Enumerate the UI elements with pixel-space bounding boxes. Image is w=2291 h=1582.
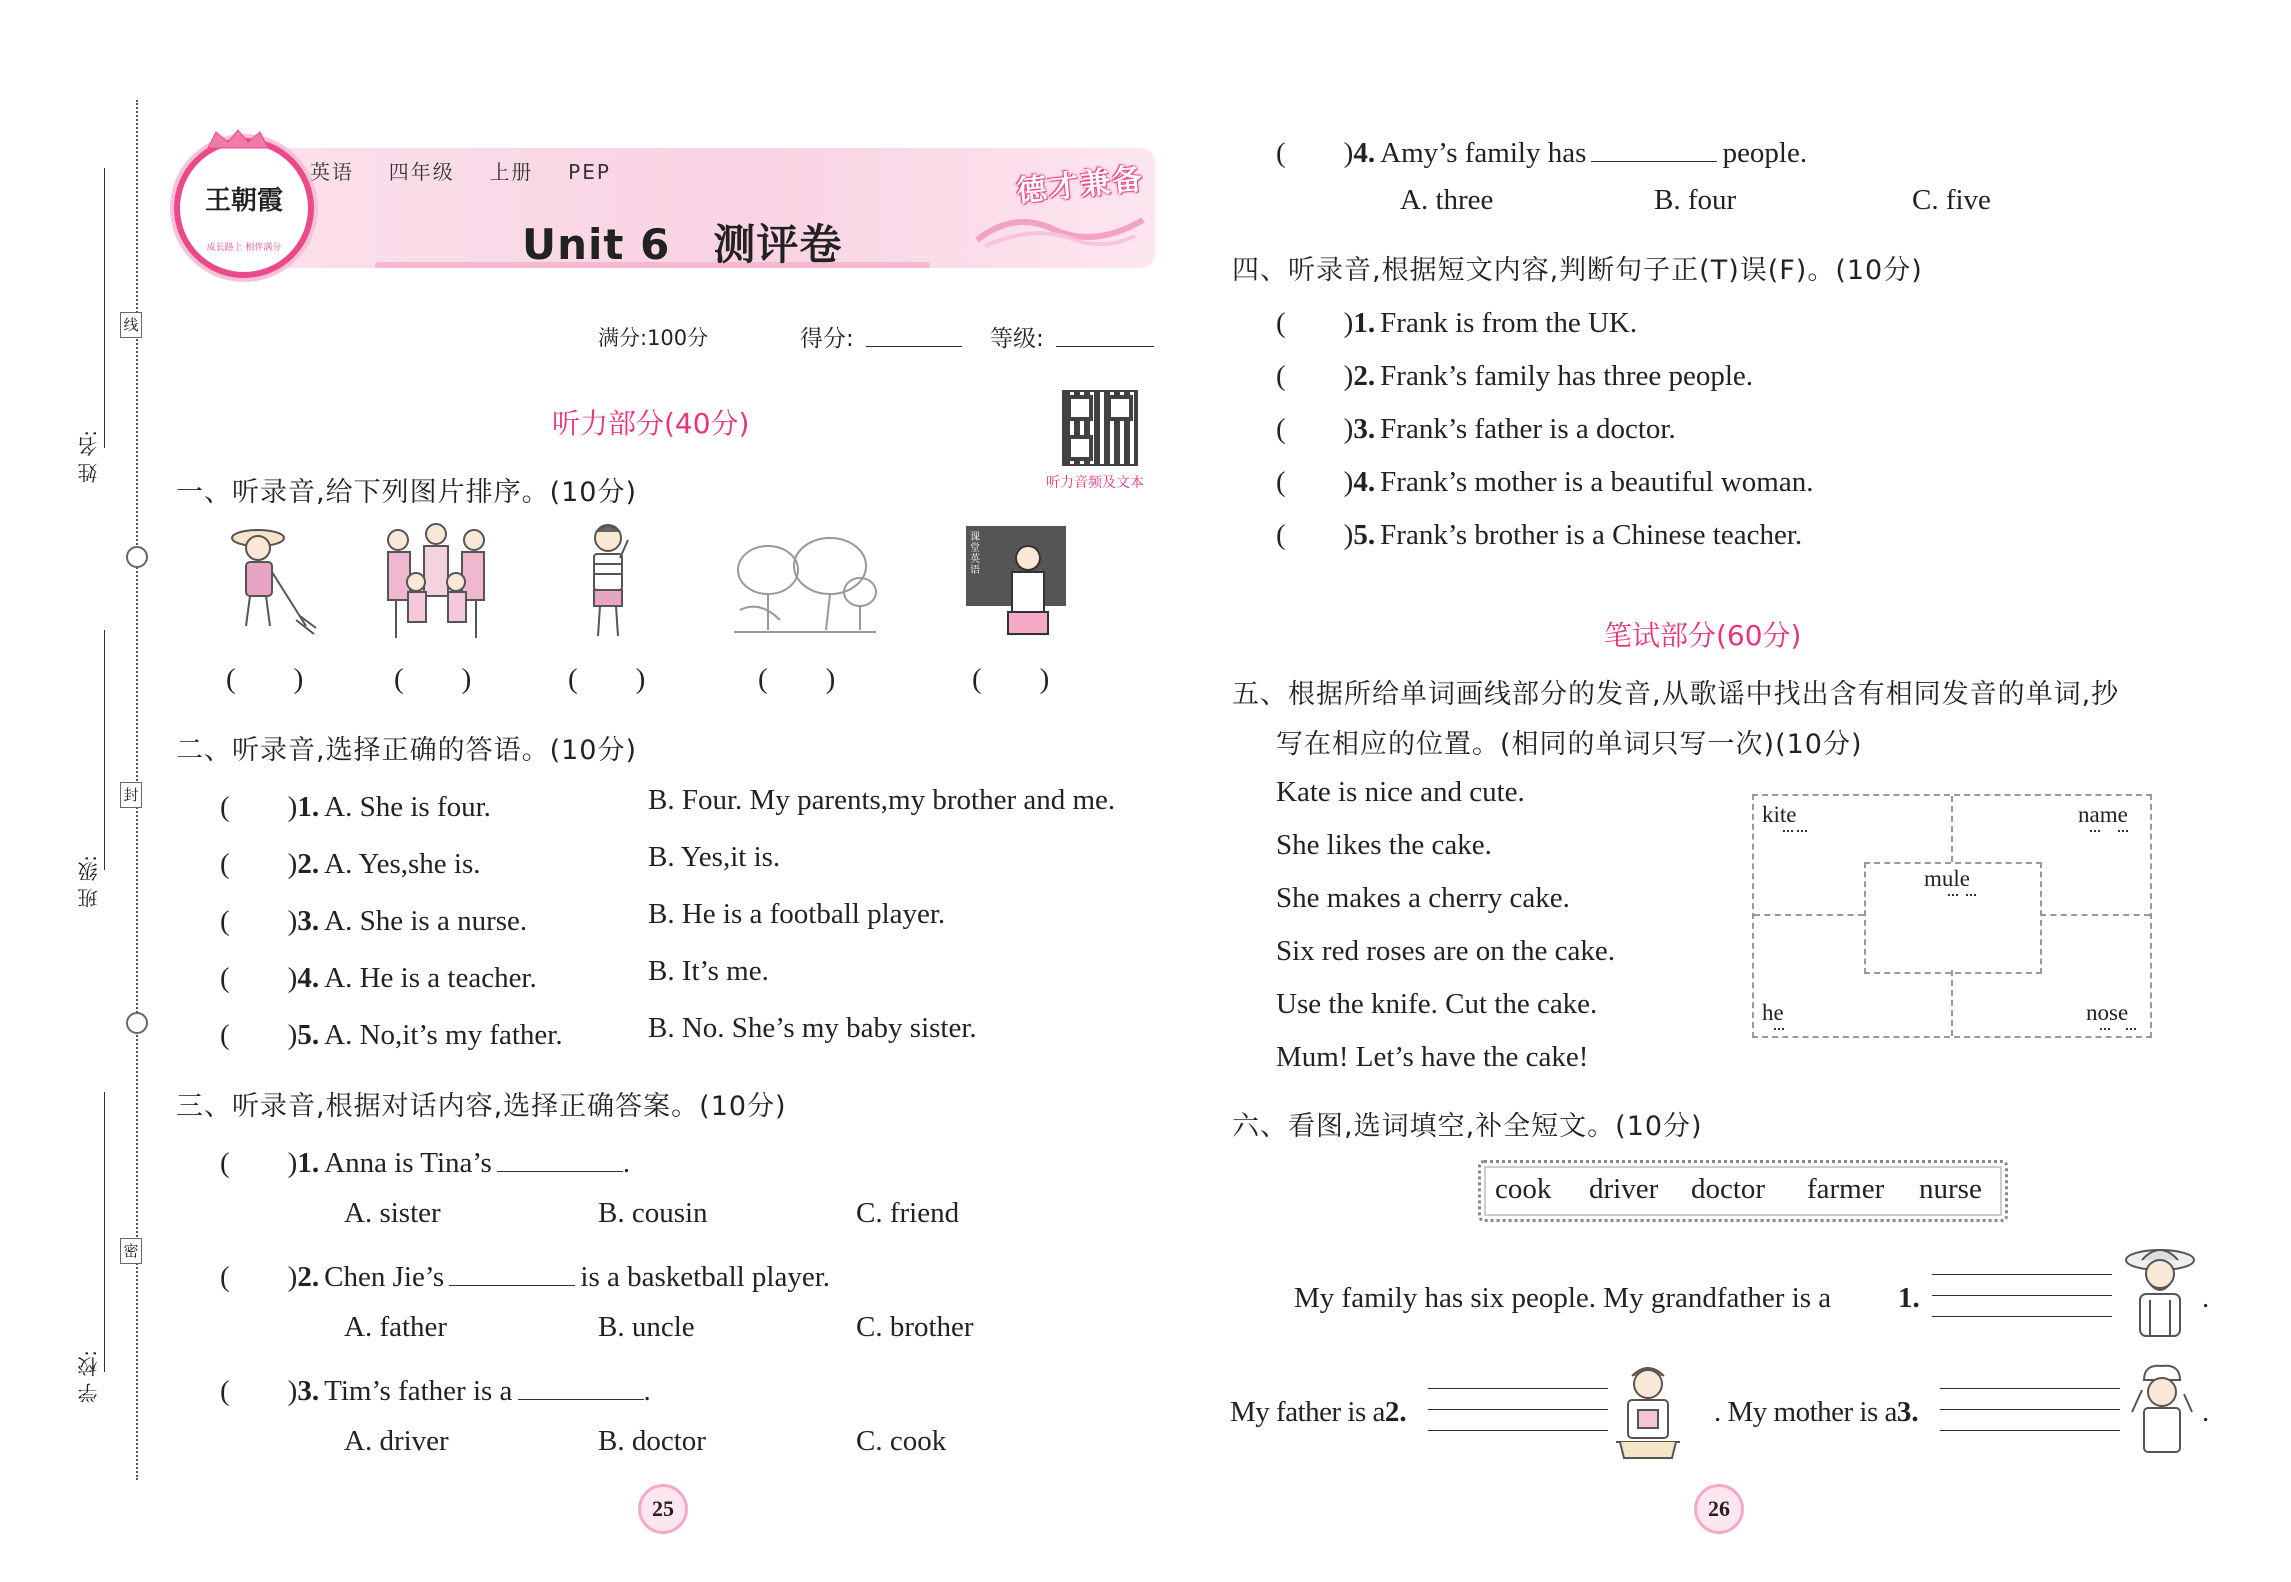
sec3-item-1-option-b: B. cousin: [598, 1197, 708, 1229]
listening-title: 听力部分(40分): [552, 407, 750, 440]
grid-word-nose: nose: [2086, 1000, 2129, 1025]
item-number: 5.: [297, 1019, 320, 1051]
brand-logo-text: 王朝霞: [204, 186, 283, 216]
picture-answer-5[interactable]: ( ): [972, 663, 1050, 695]
answer-paren[interactable]: ( ): [220, 962, 298, 994]
grid-word-mule: mule: [1924, 866, 1970, 891]
answer-paren[interactable]: ( ): [220, 1261, 298, 1293]
grid-word-he: he: [1762, 1000, 1784, 1025]
sec3-item-4-option-c: C. five: [1912, 184, 1991, 216]
section6-title: 六、看图,选词填空,补全短文。(10分): [1232, 1111, 1703, 1142]
score-label: 得分:: [800, 326, 854, 352]
item-number: 3.: [297, 1375, 320, 1407]
answer-paren[interactable]: ( ): [220, 791, 298, 823]
grid-vline-bottom: [1951, 970, 1953, 1036]
passage-line-2: [1230, 1396, 1407, 1429]
answer-paren[interactable]: ( ): [1276, 360, 1354, 392]
picture-answer-4[interactable]: ( ): [758, 663, 836, 695]
page-number-left: 25: [652, 1496, 674, 1521]
grade-input[interactable]: [1056, 346, 1154, 347]
section5-title-line1: 五、根据所给单词画线部分的发音,从歌谣中找出含有相同发音的单词,抄: [1232, 679, 2120, 710]
name-label: 姓 名:: [77, 430, 101, 484]
answer-blank[interactable]: [1591, 137, 1717, 162]
item-number: 3.: [1353, 413, 1376, 445]
question-end: people.: [1722, 137, 1808, 169]
sec4-item-1: [1276, 300, 1637, 341]
answer-lines-1[interactable]: [1932, 1254, 2112, 1317]
passage-line-1: My family has six people. My grandfather is a: [1294, 1282, 1832, 1314]
question-end: .: [622, 1147, 631, 1179]
item-number: 3.: [297, 905, 320, 937]
page-number-badge: [638, 1484, 688, 1534]
sec3-item-3: [220, 1368, 651, 1409]
sec2-item-5-option-b: B. No. She’s my baby sister.: [648, 1012, 977, 1044]
grid-hline-left: [1754, 914, 1864, 916]
blank-number-2: 2.: [1384, 1396, 1407, 1428]
question-end: is a basketball player.: [580, 1261, 831, 1293]
sec4-item-5: [1276, 512, 1802, 553]
score-input[interactable]: [866, 346, 962, 347]
answer-paren[interactable]: ( ): [220, 848, 298, 880]
binding-solid-line-1: [104, 168, 105, 448]
farmer-picture-icon: [222, 522, 318, 640]
underline-mark: [2100, 1028, 2110, 1030]
dense-char-box: 密: [120, 1238, 142, 1264]
item-number: 2.: [1353, 360, 1376, 392]
sec2-item-2: [220, 841, 481, 882]
sec2-item-2-option-b: B. Yes,it is.: [648, 841, 781, 873]
subject-row: [310, 156, 611, 185]
sec4-item-4: [1276, 459, 1813, 500]
grade-rank-label: 等级:: [990, 326, 1044, 352]
sec2-item-3: [220, 898, 527, 939]
class-label: 班 级:: [77, 855, 101, 909]
section4-title: 四、听录音,根据短文内容,判断句子正(T)误(F)。(10分): [1232, 255, 1923, 286]
answer-lines-3[interactable]: [1940, 1368, 2120, 1431]
answer-paren[interactable]: ( ): [1276, 307, 1354, 339]
word-bank-doctor: doctor: [1691, 1173, 1766, 1205]
sec2-item-5: [220, 1012, 563, 1053]
word-bank-driver: driver: [1589, 1173, 1659, 1205]
binding-solid-line-3: [104, 1092, 105, 1372]
sec2-item-4-option-b: B. It’s me.: [648, 955, 769, 987]
sec2-item-3-option-b: B. He is a football player.: [648, 898, 946, 930]
question-text: Tim’s father is a: [324, 1375, 513, 1407]
boy-picture-icon: [574, 520, 644, 642]
qr-caption: 听力音频及文本: [1046, 475, 1144, 491]
section3-title: 三、听录音,根据对话内容,选择正确答案。(10分): [176, 1091, 787, 1122]
question-text: Chen Jie’s: [324, 1261, 445, 1293]
sec2-item-1-option-b: B. Four. My parents,my brother and me.: [648, 784, 1116, 816]
badge-dexing: 德才兼备: [1014, 161, 1146, 210]
grade-label: 四年级: [388, 160, 455, 184]
father-text: My father is a: [1230, 1396, 1385, 1428]
underline-mark: [2118, 830, 2128, 832]
item-number: 4.: [1353, 137, 1376, 169]
item-number: 4.: [1353, 466, 1376, 498]
passage-period-1: .: [2202, 1282, 2210, 1314]
trees-picture-icon: [730, 530, 880, 636]
sec3-item-4-option-b: B. four: [1654, 184, 1737, 216]
item-number: 4.: [297, 962, 320, 994]
blank-number-3: 3.: [1896, 1396, 1919, 1428]
chant-line-6: Mum! Let’s have the cake!: [1276, 1041, 1589, 1073]
sec3-item-1-option-a: A. sister: [344, 1197, 441, 1229]
grid-word-kite: kite: [1762, 802, 1797, 827]
item-number: 1.: [1353, 307, 1376, 339]
underline-mark: [2126, 1028, 2136, 1030]
binding-hole-icon: [126, 1012, 148, 1034]
page-number-right: 26: [1708, 1496, 1730, 1521]
item-number: 5.: [1353, 519, 1376, 551]
blackboard-text: 课堂英语: [970, 532, 980, 576]
doctor-icon: [1610, 1358, 1686, 1462]
sec3-item-4: [1276, 130, 1807, 171]
passage-period-2: .: [2202, 1396, 2210, 1428]
answer-paren[interactable]: ( ): [1276, 519, 1354, 551]
sec3-item-2-option-a: A. father: [344, 1311, 448, 1343]
word-bank-nurse: nurse: [1919, 1173, 1982, 1205]
passage-line-2b: [1714, 1396, 1919, 1429]
grid-vline-top: [1951, 796, 1953, 862]
question-end: .: [643, 1375, 651, 1407]
subject-label: 英语: [310, 160, 354, 184]
crown-icon: [206, 128, 270, 150]
answer-paren[interactable]: ( ): [1276, 466, 1354, 498]
answer-blank[interactable]: [449, 1261, 575, 1286]
page-number-badge: [1694, 1484, 1744, 1534]
statement-text: Frank’s brother is a Chinese teacher.: [1380, 519, 1803, 551]
chef-icon: [2124, 1360, 2200, 1456]
question-text: Amy’s family has: [1380, 137, 1587, 169]
sec4-item-3: [1276, 406, 1676, 447]
option-a: A. Yes,she is.: [324, 848, 481, 880]
answer-paren[interactable]: ( ): [1276, 413, 1354, 445]
statement-text: Frank’s father is a doctor.: [1380, 413, 1676, 445]
picture-answer-1[interactable]: ( ): [226, 663, 304, 695]
edition-label: PEP: [568, 160, 611, 184]
option-a: A. No,it’s my father.: [324, 1019, 563, 1051]
answer-paren[interactable]: ( ): [220, 1019, 298, 1051]
brand-logo: [174, 138, 314, 278]
answer-blank[interactable]: [518, 1375, 644, 1400]
qr-code-icon[interactable]: [1062, 390, 1138, 466]
item-number: 1.: [297, 791, 320, 823]
sec3-item-2-option-c: C. brother: [856, 1311, 974, 1343]
line-char-box: 线: [120, 312, 142, 338]
word-bank-cook: cook: [1495, 1173, 1552, 1205]
chant-line-2: She likes the cake.: [1276, 829, 1492, 861]
full-score: 满分:100分: [598, 326, 709, 350]
sec3-item-2-option-b: B. uncle: [598, 1311, 695, 1343]
underline-mark: [2090, 830, 2100, 832]
statement-text: Frank’s family has three people.: [1380, 360, 1754, 392]
answer-paren[interactable]: ( ): [1276, 137, 1354, 169]
school-label: 学 校:: [77, 1350, 101, 1404]
sec3-item-2: [220, 1254, 830, 1295]
family-picture-icon: [376, 520, 496, 644]
sec2-item-1: [220, 784, 491, 825]
sec2-item-4: [220, 955, 537, 996]
binding-solid-line-2: [104, 630, 105, 870]
chant-line-5: Use the knife. Cut the cake.: [1276, 988, 1598, 1020]
brand-logo-slogan: 成长路上 相伴满分: [206, 243, 282, 253]
section5-title-line2: 写在相应的位置。(相同的单词只写一次)(10分): [1276, 729, 1863, 760]
option-a: A. She is four.: [324, 791, 491, 823]
answer-paren[interactable]: ( ): [220, 1375, 298, 1407]
answer-paren[interactable]: ( ): [220, 1147, 298, 1179]
picture-answer-3[interactable]: ( ): [568, 663, 646, 695]
underline-mark: [1783, 830, 1793, 832]
underline-mark: [1948, 894, 1958, 896]
sec3-item-1: [220, 1140, 630, 1181]
grid-hline-right: [2040, 914, 2150, 916]
section1-title: 一、听录音,给下列图片排序。(10分): [176, 477, 638, 508]
sec3-item-4-option-a: A. three: [1400, 184, 1494, 216]
teacher-picture-icon: [964, 524, 1068, 642]
statement-text: Frank’s mother is a beautiful woman.: [1380, 466, 1814, 498]
sec3-item-3-option-b: B. doctor: [598, 1425, 706, 1457]
chant-line-1: Kate is nice and cute.: [1276, 776, 1525, 808]
blank-number-1: 1.: [1898, 1282, 1920, 1314]
underline-mark: [1774, 1028, 1784, 1030]
farmer-icon: [2120, 1240, 2200, 1340]
item-number: 2.: [297, 848, 320, 880]
grid-word-name: name: [2078, 802, 2128, 827]
answer-blank[interactable]: [497, 1147, 623, 1172]
sec4-item-2: [1276, 353, 1753, 394]
chant-line-4: Six red roses are on the cake.: [1276, 935, 1616, 967]
item-number: 2.: [297, 1261, 320, 1293]
option-a: A. He is a teacher.: [324, 962, 537, 994]
badge-cloud-icon: [975, 200, 1145, 250]
answer-paren[interactable]: ( ): [220, 905, 298, 937]
volume-label: 上册: [489, 160, 534, 184]
binding-hole-icon: [126, 546, 148, 568]
writing-title: 笔试部分(60分): [1604, 619, 1802, 652]
option-a: A. She is a nurse.: [324, 905, 528, 937]
seal-char-box: 封: [120, 782, 142, 808]
chant-line-3: She makes a cherry cake.: [1276, 882, 1570, 914]
answer-lines-2[interactable]: [1428, 1368, 1608, 1431]
underline-mark: [1797, 830, 1807, 832]
sec3-item-1-option-c: C. friend: [856, 1197, 960, 1229]
sec3-item-3-option-c: C. cook: [856, 1425, 947, 1457]
word-bank-farmer: farmer: [1807, 1173, 1885, 1205]
item-number: 1.: [297, 1147, 320, 1179]
underline-mark: [1966, 894, 1976, 896]
page-title: Unit 6 测评卷: [522, 220, 843, 269]
statement-text: Frank is from the UK.: [1380, 307, 1638, 339]
picture-answer-2[interactable]: ( ): [394, 663, 472, 695]
sec3-item-3-option-a: A. driver: [344, 1425, 449, 1457]
word-bank: [1478, 1160, 2008, 1222]
question-text: Anna is Tina’s: [324, 1147, 492, 1179]
section2-title: 二、听录音,选择正确的答语。(10分): [176, 735, 638, 766]
mother-text: . My mother is a: [1714, 1396, 1897, 1428]
